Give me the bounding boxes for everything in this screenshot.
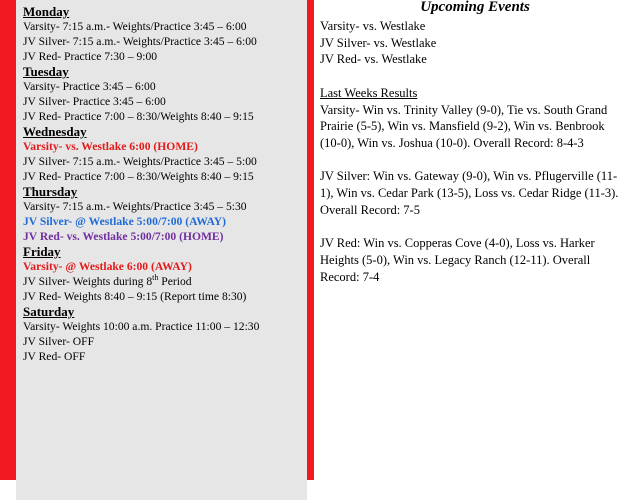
results-varsity: Varsity- Win vs. Trinity Valley (9-0), Tie vs. South Grand Prairie (5-5), Win vs. Mansfield (9-2), Win vs. Benbrook (10-0), Win vs. Joshua (10-0). Overall Record: 8-4-3 bbox=[320, 102, 608, 150]
schedule-line: JV Red- Practice 7:00 – 8:30/Weights 8:40 – 9:15 bbox=[23, 110, 254, 123]
event-line: JV Silver- vs. Westlake bbox=[320, 35, 437, 50]
results-jv-silver: JV Silver: Win vs. Gateway (9-0), Win vs. Pflugerville (11-1), Win vs. Cedar Park (13-5), Loss vs. Cedar Ridge (11-3). Overall Record: 7-5 bbox=[320, 169, 619, 217]
day-heading-friday: Friday bbox=[23, 244, 61, 259]
schedule-line: Varsity- 7:15 a.m.- Weights/Practice 3:45 – 5:30 bbox=[23, 200, 247, 213]
game-line-varsity: Varsity- @ Westlake 6:00 (AWAY) bbox=[23, 260, 192, 273]
results-heading: Last Weeks Results bbox=[320, 85, 418, 100]
event-line: Varsity- vs. Westlake bbox=[320, 19, 426, 33]
day-heading-thursday: Thursday bbox=[23, 184, 78, 199]
ordinal-suffix: th bbox=[152, 273, 159, 283]
events-panel bbox=[314, 0, 640, 500]
schedule-line: Varsity- Practice 3:45 – 6:00 bbox=[23, 80, 156, 93]
schedule-line: JV Silver- 7:15 a.m.- Weights/Practice 3:45 – 6:00 bbox=[23, 35, 257, 48]
game-line-jv-red: JV Red- vs. Westlake 5:00/7:00 (HOME) bbox=[23, 230, 224, 243]
day-heading-saturday: Saturday bbox=[23, 304, 75, 319]
schedule-line: JV Red- Practice 7:30 – 9:00 bbox=[23, 50, 158, 63]
day-heading-monday: Monday bbox=[23, 4, 70, 19]
silver-prefix: JV Silver- Weights during 8 bbox=[23, 275, 153, 288]
game-line-varsity: Varsity- vs. Westlake 6:00 (HOME) bbox=[23, 140, 198, 153]
game-line-jv-silver: JV Silver- @ Westlake 5:00/7:00 (AWAY) bbox=[23, 215, 227, 228]
silver-suffix: Period bbox=[158, 275, 192, 288]
upcoming-events-title: Upcoming Events bbox=[420, 0, 530, 15]
schedule-line: JV Red- OFF bbox=[23, 350, 86, 363]
event-line: JV Red- vs. Westlake bbox=[320, 52, 427, 67]
schedule-line: JV Red- Weights 8:40 – 9:15 (Report time 8:30) bbox=[23, 290, 247, 303]
schedule-line: Varsity- 7:15 a.m.- Weights/Practice 3:45 – 6:00 bbox=[23, 20, 247, 33]
day-heading-tuesday: Tuesday bbox=[23, 64, 69, 79]
results-jv-red: JV Red: Win vs. Copperas Cove (4-0), Loss vs. Harker Heights (5-0), Win vs. Legacy Ranch (12-11). Overall Record: 7-4 bbox=[320, 236, 595, 284]
practice-schedule-panel bbox=[16, 0, 307, 500]
schedule-line: JV Silver- 7:15 a.m.- Weights/Practice 3:45 – 5:00 bbox=[23, 155, 257, 168]
schedule-line: Varsity- Weights 10:00 a.m. Practice 11:00 – 12:30 bbox=[23, 320, 260, 333]
schedule-line bbox=[23, 274, 305, 289]
schedule-line: JV Red- Practice 7:00 – 8:30/Weights 8:40 – 9:15 bbox=[23, 170, 254, 183]
schedule-line: JV Silver- Practice 3:45 – 6:00 bbox=[23, 95, 166, 108]
schedule-line: JV Silver- OFF bbox=[23, 335, 95, 348]
day-heading-wednesday: Wednesday bbox=[23, 124, 87, 139]
